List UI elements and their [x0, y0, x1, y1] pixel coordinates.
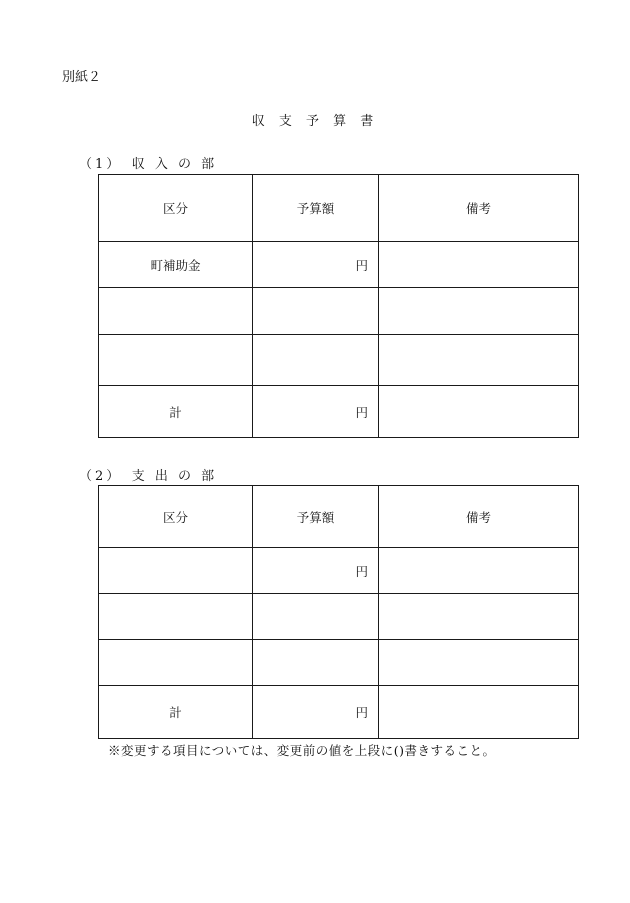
budget-cell: 円 [253, 548, 379, 594]
expense-section-heading: （2） 支 出 の 部 [79, 469, 218, 484]
remarks-cell [379, 594, 579, 640]
table-row [99, 288, 579, 335]
table-header-row [99, 175, 579, 242]
category-cell [99, 640, 253, 686]
header-budget: 予算額 [253, 175, 379, 242]
total-budget: 円 [253, 386, 379, 438]
total-remarks [379, 386, 579, 438]
category-cell [99, 335, 253, 386]
total-row [99, 386, 579, 438]
header-budget: 予算額 [253, 486, 379, 548]
budget-cell [253, 288, 379, 335]
budget-cell [253, 335, 379, 386]
remarks-cell [379, 640, 579, 686]
remarks-cell [379, 548, 579, 594]
header-category: 区分 [99, 486, 253, 548]
total-row [99, 686, 579, 739]
header-remarks: 備考 [379, 486, 579, 548]
total-label: 計 [99, 386, 253, 438]
expense-table [98, 485, 579, 739]
remarks-cell [379, 242, 579, 288]
budget-cell: 円 [253, 242, 379, 288]
header-remarks: 備考 [379, 175, 579, 242]
footnote: ※変更する項目については、変更前の値を上段に()書きすること。 [108, 743, 496, 758]
budget-cell [253, 594, 379, 640]
category-cell: 町補助金 [99, 242, 253, 288]
table-row [99, 242, 579, 288]
total-remarks [379, 686, 579, 739]
table-row [99, 548, 579, 594]
income-section-heading: （1） 収 入 の 部 [79, 157, 218, 172]
attachment-label: 別紙２ [62, 70, 102, 85]
table-row [99, 640, 579, 686]
table-header-row [99, 486, 579, 548]
category-cell [99, 594, 253, 640]
total-label: 計 [99, 686, 253, 739]
category-cell [99, 548, 253, 594]
category-cell [99, 288, 253, 335]
document-title: 収 支 予 算 書 [251, 114, 379, 129]
remarks-cell [379, 288, 579, 335]
total-budget: 円 [253, 686, 379, 739]
income-table [98, 174, 579, 438]
table-row [99, 594, 579, 640]
header-category: 区分 [99, 175, 253, 242]
table-row [99, 335, 579, 386]
remarks-cell [379, 335, 579, 386]
budget-cell [253, 640, 379, 686]
